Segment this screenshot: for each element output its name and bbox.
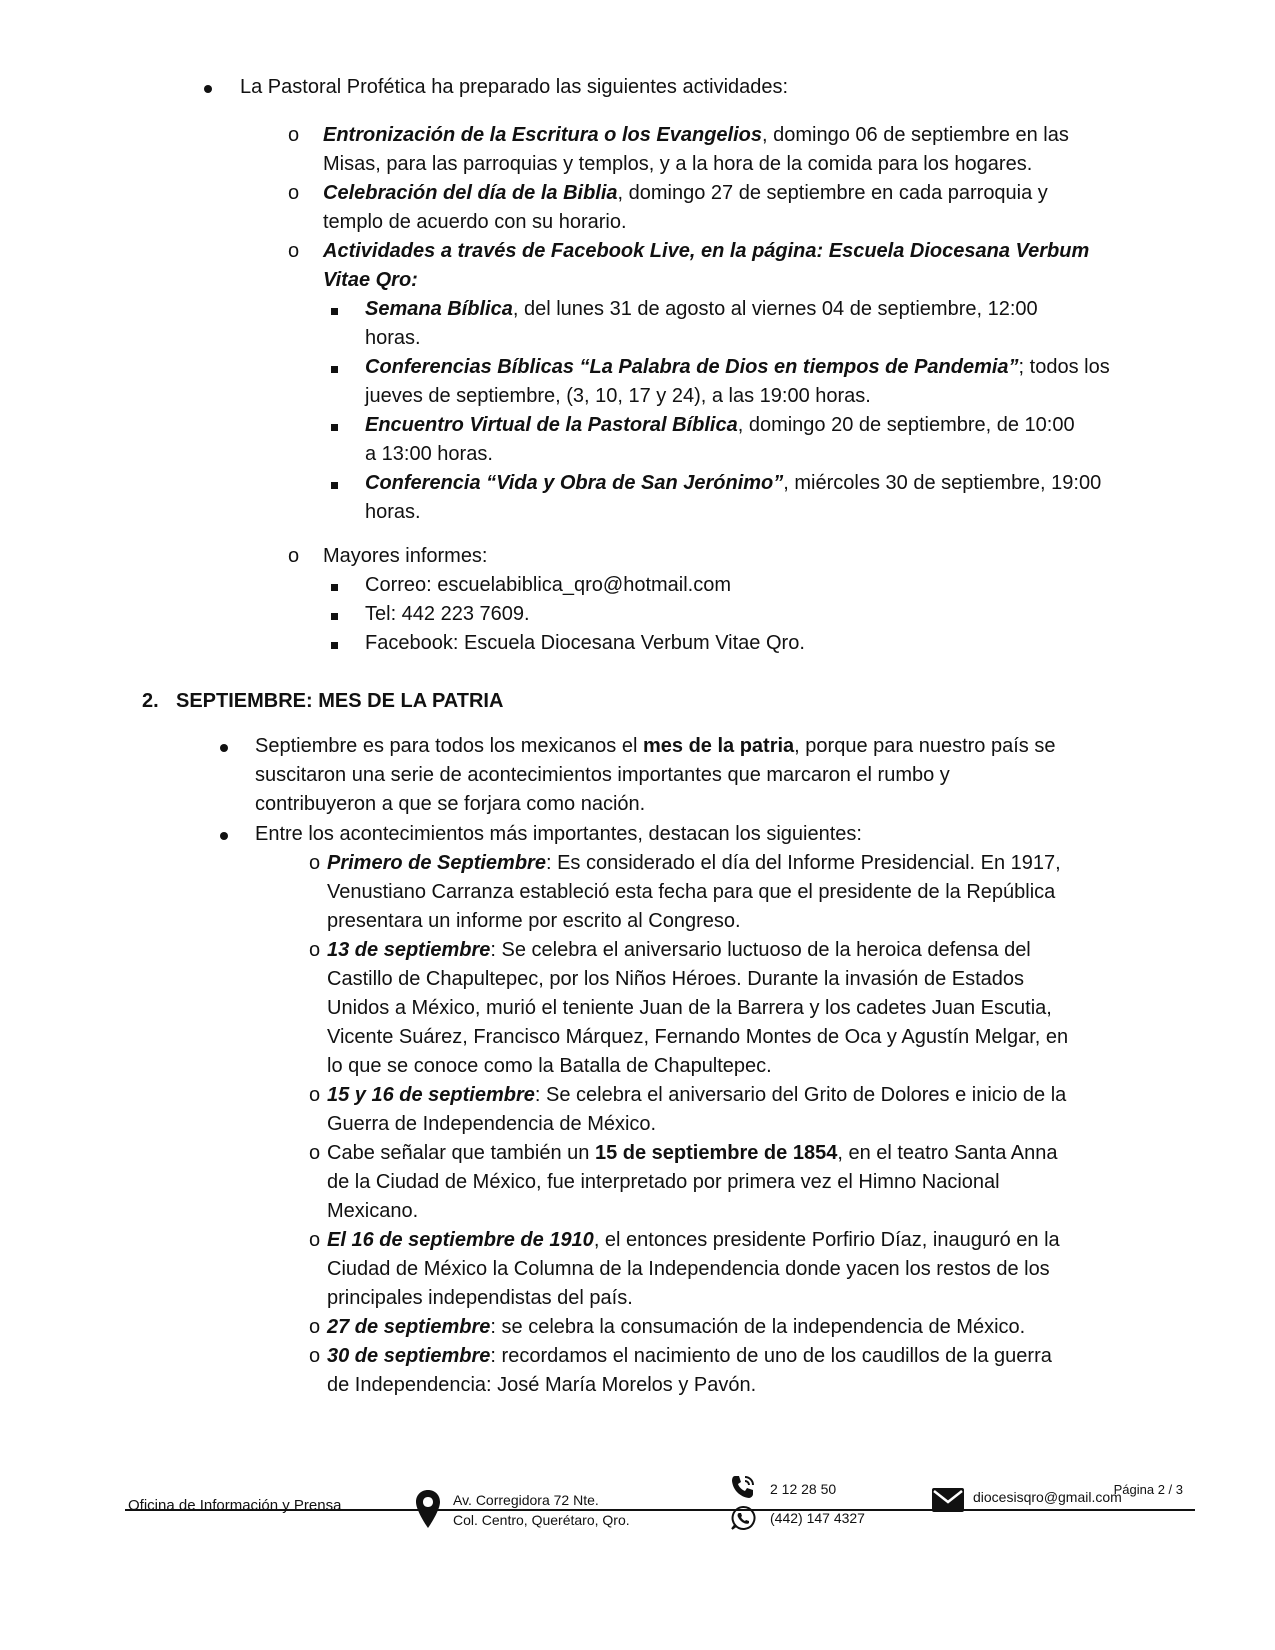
info-email: Correo: escuelabiblica_qro@hotmail.com [365, 574, 732, 596]
activity-item-1-line2: Misas, para las parroquias y templos, y a la hora de la comida para los hogares. [323, 153, 1033, 175]
footer-email: diocesisqro@gmail.com [973, 1489, 1122, 1505]
info-phone: Tel: 442 223 7609. [365, 603, 530, 625]
bullet-dot [220, 731, 228, 761]
bullet-circle: o [309, 1142, 321, 1164]
phone-icon [730, 1474, 756, 1500]
activity-item-2-line1: Celebración del día de la Biblia, domingo 27 de septiembre en cada parroquia y [323, 182, 1048, 204]
section2-number: 2. [142, 690, 159, 712]
event-2-line4: Vicente Suárez, Francisco Márquez, Fernando Montes de Oca y Agustín Melgar, en [327, 1026, 1069, 1048]
section2-p1-line2: suscitaron una serie de acontecimientos importantes que marcaron el rumbo y [255, 764, 950, 786]
bullet-circle: o [288, 240, 300, 262]
bullet-dot [220, 819, 228, 849]
bullet-square [331, 468, 338, 498]
sub-item-2-line1: Conferencias Bíblicas “La Palabra de Dios en tiempos de Pandemia”; todos los [365, 356, 1110, 378]
footer-office: Oficina de Información y Prensa [128, 1497, 342, 1514]
bullet-circle: o [309, 939, 321, 961]
activity-item-3-line1: Actividades a través de Facebook Live, en la página: Escuela Diocesana Verbum [323, 240, 1090, 262]
bullet-circle: o [288, 124, 300, 146]
bullet-circle: o [309, 852, 321, 874]
footer-phone2: (442) 147 4327 [770, 1510, 865, 1526]
footer-address-line1: Av. Corregidora 72 Nte. [453, 1492, 599, 1508]
bullet-circle: o [288, 182, 300, 204]
sub-item-2-line2: jueves de septiembre, (3, 10, 17 y 24), a las 19:00 horas. [365, 385, 871, 407]
bullet-circle: o [309, 1345, 321, 1367]
footer-phone1: 2 12 28 50 [770, 1481, 837, 1497]
event-6-line1: 27 de septiembre: se celebra la consumación de la independencia de México. [327, 1316, 1026, 1338]
event-4-line2: de la Ciudad de México, fue interpretado por primera vez el Himno Nacional [327, 1171, 1000, 1193]
bullet-circle: o [309, 1084, 321, 1106]
sub-item-3-line2: a 13:00 horas. [365, 443, 493, 465]
bullet-circle: o [309, 1229, 321, 1251]
bullet-square [331, 570, 338, 600]
section2-p1-line1: Septiembre es para todos los mexicanos el mes de la patria, porque para nuestro país se [255, 735, 1056, 757]
page-number: Página 2 / 3 [1113, 1482, 1183, 1497]
section1-intro: La Pastoral Profética ha preparado las siguientes actividades: [240, 76, 789, 98]
footer-address-line2: Col. Centro, Querétaro, Qro. [453, 1512, 630, 1528]
event-2-line3: Unidos a México, murió el teniente Juan de la Barrera y los cadetes Juan Escutia, [327, 997, 1052, 1019]
sub-item-1-line2: horas. [365, 327, 421, 349]
event-5-line2: Ciudad de México la Columna de la Independencia donde yacen los restos de los [327, 1258, 1050, 1280]
bullet-square [331, 352, 338, 382]
info-title: Mayores informes: [323, 545, 488, 567]
email-icon [932, 1488, 964, 1512]
event-1-line1: Primero de Septiembre: Es considerado el día del Informe Presidencial. En 1917, [327, 852, 1061, 874]
event-7-line2: de Independencia: José María Morelos y Pavón. [327, 1374, 757, 1396]
bullet-square [331, 294, 338, 324]
event-2-line1: 13 de septiembre: Se celebra el aniversario luctuoso de la heroica defensa del [327, 939, 1031, 961]
section2-p2: Entre los acontecimientos más importantes, destacan los siguientes: [255, 823, 862, 845]
section2-p1-line3: contribuyeron a que se forjara como nación. [255, 793, 646, 815]
whatsapp-icon [730, 1505, 756, 1531]
event-2-line2: Castillo de Chapultepec, por los Niños Héroes. Durante la invasión de Estados [327, 968, 1025, 990]
bullet-dot [204, 72, 212, 102]
bullet-circle: o [309, 1316, 321, 1338]
sub-item-1-line1: Semana Bíblica, del lunes 31 de agosto al viernes 04 de septiembre, 12:00 [365, 298, 1038, 320]
activity-item-2-line2: templo de acuerdo con su horario. [323, 211, 627, 233]
bullet-circle: o [288, 545, 300, 567]
location-pin-icon [416, 1490, 440, 1528]
event-2-line5: lo que se conoce como la Batalla de Chapultepec. [327, 1055, 772, 1077]
event-3-line1: 15 y 16 de septiembre: Se celebra el aniversario del Grito de Dolores e inicio de la [327, 1084, 1067, 1106]
sub-item-3-line1: Encuentro Virtual de la Pastoral Bíblica, domingo 20 de septiembre, de 10:00 [365, 414, 1075, 436]
event-1-line2: Venustiano Carranza estableció esta fecha para que el presidente de la República [327, 881, 1056, 903]
info-facebook: Facebook: Escuela Diocesana Verbum Vitae Qro. [365, 632, 805, 654]
activity-item-1-line1: Entronización de la Escritura o los Evangelios, domingo 06 de septiembre en las [323, 124, 1069, 146]
event-3-line2: Guerra de Independencia de México. [327, 1113, 657, 1135]
sub-item-4-line1: Conferencia “Vida y Obra de San Jerónimo”, miércoles 30 de septiembre, 19:00 [365, 472, 1102, 494]
activity-item-3-line2: Vitae Qro: [323, 269, 418, 291]
event-4-line3: Mexicano. [327, 1200, 419, 1222]
bullet-square [331, 410, 338, 440]
event-1-line3: presentara un informe por escrito al Congreso. [327, 910, 741, 932]
event-4-line1: Cabe señalar que también un 15 de septiembre de 1854, en el teatro Santa Anna [327, 1142, 1058, 1164]
event-5-line3: principales independistas del país. [327, 1287, 633, 1309]
bullet-square [331, 628, 338, 658]
bullet-square [331, 599, 338, 629]
sub-item-4-line2: horas. [365, 501, 421, 523]
section2-title: SEPTIEMBRE: MES DE LA PATRIA [176, 690, 504, 712]
event-7-line1: 30 de septiembre: recordamos el nacimiento de uno de los caudillos de la guerra [327, 1345, 1052, 1367]
event-5-line1: El 16 de septiembre de 1910, el entonces presidente Porfirio Díaz, inauguró en la [327, 1229, 1060, 1251]
